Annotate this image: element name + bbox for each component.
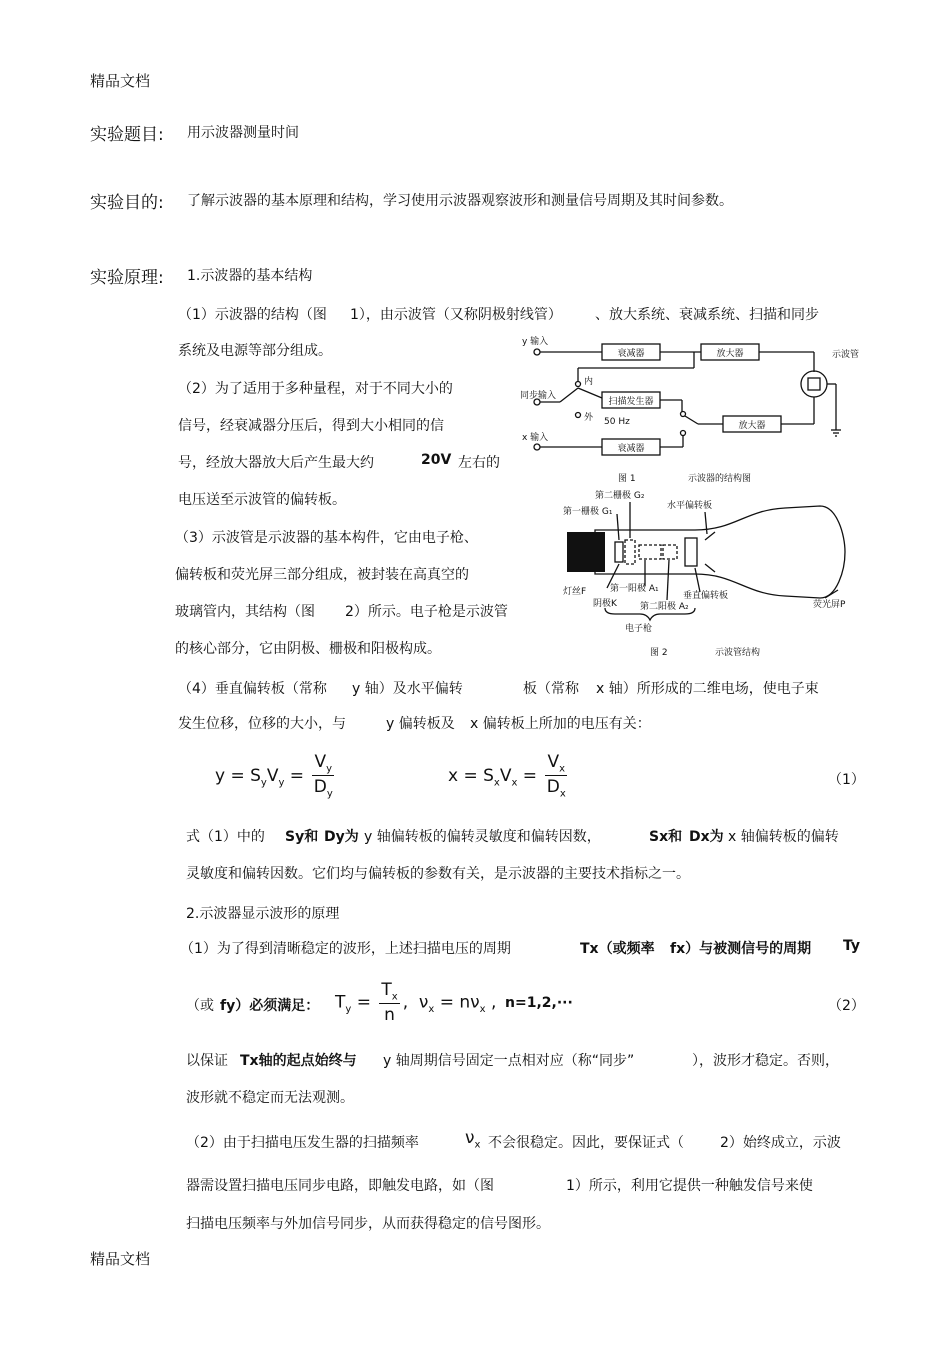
p9-f: 扫描电压频率与外加信号同步，从而获得稳定的信号图形。 — [186, 1216, 550, 1232]
p2-a: （2）为了适用于多种量程，对于不同大小的 — [178, 381, 453, 397]
page-header: 精品文档 — [90, 72, 151, 90]
fig1-sweep-generator: 扫描发生器 — [608, 397, 654, 407]
purpose-label: 实验目的: — [90, 193, 164, 213]
fig2-a1: 第一阳极 A₁ — [610, 584, 659, 594]
fig2-gun: 电子枪 — [625, 624, 653, 634]
p2-b: 信号，经衰减器分压后，得到大小相同的信 — [178, 418, 444, 434]
equation-1-number: （1） — [828, 772, 865, 788]
fig2-screen: 荧光屏P — [813, 600, 846, 610]
p4-e: 发生位移，位移的大小，与 — [178, 716, 346, 732]
fig1-outer: 外 — [584, 413, 594, 423]
p5-g: x 轴偏转板的偏转 — [728, 829, 839, 845]
fig1-caption-no: 图 1 — [618, 474, 636, 484]
p6-c: fx）与被测信号的周期 — [670, 941, 812, 957]
purpose-value: 了解示波器的基本原理和结构，学习使用示波器观察波形和测量信号周期及其时间参数。 — [187, 193, 733, 209]
p5-e: Sx和 — [649, 829, 683, 845]
p8-b: Tx轴的起点始终与 — [240, 1053, 357, 1069]
fig2-caption-no: 图 2 — [650, 648, 668, 658]
p3-d: 2）所示。电子枪是示波管 — [345, 604, 508, 620]
fig1-y-attenuator: 衰减器 — [617, 349, 645, 359]
fig1-sync-input: 同步输入 — [520, 391, 557, 401]
fig2-cathode: 阴极K — [593, 599, 617, 609]
p1-a: （1）示波器的结构（图 — [178, 307, 327, 323]
equation-2: $T_y$ = $\frac{T_x}{n}$ , $\nu_x = n\nu_x$ , — [335, 980, 497, 1026]
equation-1-y: $y = S_yV_y$ = $\frac{V_y}{D_y}$ — [215, 752, 333, 800]
p1-b: 1），由示波管（又称阴极射线管） — [350, 307, 562, 323]
p6-b: Tx（或频率 — [580, 941, 655, 957]
fig1-y-input: y 输入 — [522, 337, 549, 347]
page-footer: 精品文档 — [90, 1250, 151, 1268]
p2-c: 号，经放大器放大后产生最大约 — [178, 455, 374, 471]
title-value: 用示波器测量时间 — [187, 125, 299, 141]
p2-f: 电压送至示波管的偏转板。 — [178, 492, 346, 508]
p9-d: 器需设置扫描电压同步电路，即触发电路，如（图 — [186, 1178, 494, 1194]
fig1-inner: 内 — [584, 377, 594, 387]
fig1-x-amplifier: 放大器 — [738, 421, 766, 431]
fig1-caption: 示波器的结构图 — [688, 474, 752, 484]
p7-b: fy）必须满足： — [220, 998, 320, 1014]
p4-a: （4）垂直偏转板（常称 — [178, 681, 327, 697]
fig2-vplate: 垂直偏转板 — [683, 591, 729, 601]
fig2-g2: 第二栅极 G₂ — [595, 491, 645, 501]
p8-a: 以保证 — [186, 1053, 228, 1069]
figure-2-crt-structure — [555, 490, 890, 660]
p9-b: 不会很稳定。因此，要保证式（ — [488, 1135, 684, 1151]
p5-a: 式（1）中的 — [186, 829, 265, 845]
p8-e: 波形就不稳定而无法观测。 — [186, 1090, 354, 1106]
p2-e: 左右的 — [458, 455, 500, 471]
p7-a: （或 — [186, 998, 214, 1014]
p4-c: 板（常称 — [523, 681, 579, 697]
fig1-crt-label: 示波管 — [832, 350, 860, 360]
title-label: 实验题目: — [90, 125, 164, 145]
fig1-x-attenuator: 衰减器 — [617, 444, 645, 454]
p5-c: Dy为 — [324, 829, 359, 845]
p9-nu-x: $\nu_x$ — [465, 1128, 481, 1151]
p1-d: 系统及电源等部分组成。 — [178, 343, 332, 359]
p2-d: 20V — [421, 452, 452, 468]
p3-e: 的核心部分，它由阴极、栅极和阳极构成。 — [175, 641, 441, 657]
p7-c: n=1,2,··· — [505, 995, 573, 1011]
fig2-a2: 第二阳极 A₂ — [640, 602, 689, 612]
p5-h: 灵敏度和偏转因数。它们均与偏转板的参数有关，是示波器的主要技术指标之一。 — [186, 866, 690, 882]
p5-b: Sy和 — [285, 829, 319, 845]
p8-d: ），波形才稳定。否则， — [692, 1053, 839, 1069]
p8-c: y 轴周期信号固定一点相对应（称“同步” — [383, 1053, 635, 1069]
p4-d: x 轴）所形成的二维电场，使电子束 — [596, 681, 819, 697]
figure-1-block-diagram — [518, 332, 870, 492]
p5-d: y 轴偏转板的偏转灵敏度和偏转因数， — [364, 829, 601, 845]
p6-a: （1）为了得到清晰稳定的波形，上述扫描电压的周期 — [180, 941, 511, 957]
fig2-g1: 第一栅极 G₁ — [563, 507, 613, 517]
p9-a: （2）由于扫描电压发生器的扫描频率 — [186, 1135, 419, 1151]
equation-1-x: $x = S_xV_x$ = $\frac{V_x}{D_x}$ — [448, 752, 566, 800]
section-2-heading: 2.示波器显示波形的原理 — [186, 906, 340, 922]
p9-e: 1）所示，利用它提供一种触发信号来使 — [566, 1178, 813, 1194]
principle-label: 实验原理: — [90, 268, 164, 288]
fig2-filament: 灯丝F — [563, 587, 587, 597]
equation-2-number: （2） — [828, 998, 865, 1014]
p4-b: y 轴）及水平偏转 — [352, 681, 463, 697]
p4-f: y 偏转板及 — [386, 716, 455, 732]
p9-c: 2）始终成立，示波 — [720, 1135, 841, 1151]
p1-c: 、放大系统、衰减系统、扫描和同步 — [595, 307, 819, 323]
fig1-freq: 50 Hz — [604, 417, 630, 427]
p6-d: Ty — [843, 938, 861, 954]
p5-f: Dx为 — [689, 829, 724, 845]
p3-a: （3）示波管是示波器的基本构件，它由电子枪、 — [175, 530, 478, 546]
p3-b: 偏转板和荧光屏三部分组成，被封装在高真空的 — [175, 567, 469, 583]
section-1-heading: 1.示波器的基本结构 — [187, 268, 313, 284]
p3-c: 玻璃管内，其结构（图 — [175, 604, 315, 620]
fig1-y-amplifier: 放大器 — [716, 349, 744, 359]
fig2-hplate: 水平偏转板 — [667, 501, 713, 511]
fig2-caption: 示波管结构 — [715, 648, 761, 658]
fig1-x-input: x 输入 — [522, 433, 549, 443]
p4-g: x 偏转板上所加的电压有关： — [470, 716, 651, 732]
